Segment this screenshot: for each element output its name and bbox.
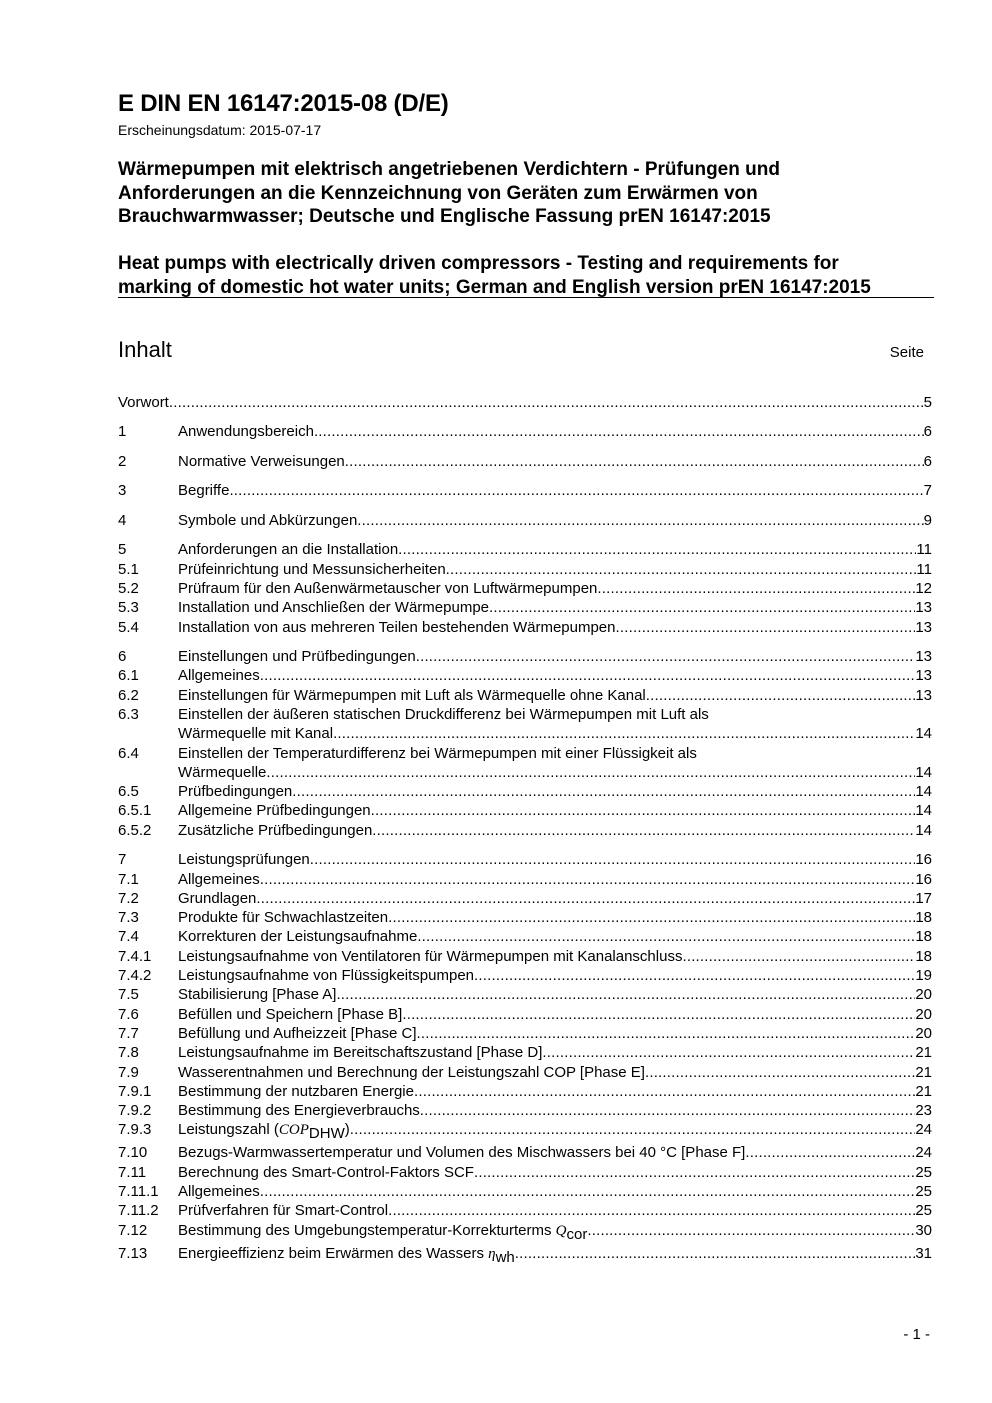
toc-entry-page: 14 [915,821,932,839]
toc-entry-page: 30 [915,1221,932,1239]
toc-entry-title-text: Bestimmung des Umgebungstemperatur-Korrekturterms [178,1221,556,1239]
toc-entry-page: 6 [923,423,932,441]
toc-entry-title: Prüfverfahren für Smart-Control [178,1202,389,1220]
toc-entry-page: 17 [915,889,932,907]
toc-entry-page: 18 [915,947,932,965]
toc-entry-title: Prüfraum für den Außenwärmetauscher von Luftwärmepumpen [178,580,598,598]
toc-entry[interactable] [118,870,932,889]
title-german-line: Wärmepumpen mit elektrisch angetriebenen Verdichtern - Prüfungen und [118,159,780,180]
toc-entry-title: Installation und Anschließen der Wärmepumpe [178,599,490,617]
toc-entry-title: Installation von aus mehreren Teilen bestehenden Wärmepumpen [178,618,616,636]
toc-entry-page: 24 [915,1144,932,1162]
toc-entry-number: 7.3 [118,909,139,927]
toc-entry-page: 13 [915,599,932,617]
toc-entry[interactable] [118,966,932,985]
toc-entry-title-line1: Einstellen der Temperaturdifferenz bei Wärmepumpen mit einer Flüssigkeit als [178,744,697,762]
toc-entry-number: 7.9.1 [118,1082,152,1100]
toc-entry-number: 6.5.1 [118,802,152,820]
toc-entry-number: 7.11.1 [118,1183,159,1200]
toc-entry-page: 21 [915,1044,932,1062]
toc-entry-number: 5 [118,541,127,559]
toc-entry-number: 2 [118,452,127,470]
toc-entry[interactable] [118,393,932,412]
toc-entry-number: 6.5.2 [118,821,152,839]
toc-entry-number: 7.5 [118,986,139,1004]
title-english [118,252,918,299]
toc-entry-number: 6.2 [118,686,139,704]
toc-entry-page: 12 [915,580,932,598]
toc-entry[interactable] [118,1182,932,1201]
toc-entry[interactable] [118,705,932,724]
toc-entry-title: Bezugs-Warmwassertemperatur und Volumen des Mischwassers bei 40 °C [Phase F] [178,1144,746,1162]
toc-entry-page: 9 [923,511,932,529]
toc-entry-page: 11 [916,560,932,578]
toc-entry-page: 18 [915,909,932,927]
toc-entry[interactable] [118,1244,932,1267]
toc-entry[interactable] [118,1101,932,1120]
toc-entry-number: 7.13 [118,1244,148,1262]
toc-entry-title: Wasserentnahmen und Berechnung der Leistungszahl COP [Phase E] [178,1063,645,1081]
toc-entry-page: 20 [915,1005,932,1023]
toc-entry-title: Einstellungen für Wärmepumpen mit Luft als Wärmequelle ohne Kanal [178,686,646,704]
toc-entry-title: Vorwort [118,394,169,411]
toc-entry[interactable] [118,598,932,617]
toc-entry-page: 5 [923,394,932,411]
toc-entry[interactable] [118,985,932,1004]
toc-entry-title: Korrekturen der Leistungsaufnahme [178,928,418,946]
toc-entry-title: Befüllung und Aufheizzeit [Phase C] [178,1024,417,1042]
toc-entry-number: 7.9.3 [118,1121,152,1139]
formula-subscript: cor [566,1225,588,1243]
toc-entry-title-text: Energieeffizienz beim Erwärmen des Wassers [178,1244,489,1262]
toc-entry[interactable] [118,908,932,927]
toc-entry[interactable] [118,744,932,763]
toc-entry-page: 13 [915,648,932,666]
toc-entry-number: 1 [118,423,127,441]
toc-heading: Inhalt [118,337,172,362]
toc-entry[interactable] [118,452,932,471]
toc-page-column-label: Seite [889,344,924,361]
formula-symbol: η [488,1245,496,1262]
toc-entry-page: 20 [915,1024,932,1042]
toc-entry-page: 13 [915,618,932,636]
toc-entry-title [178,1120,350,1143]
toc-entry-title: Leistungsaufnahme von Ventilatoren für Wärmepumpen mit Kanalanschluss [178,947,683,965]
toc-entry-page: 14 [915,725,932,743]
toc-entry-number: 7.2 [118,889,139,907]
toc-entry[interactable] [118,1221,932,1244]
toc-entry-title-line1: Einstellen der äußeren statischen Druckdifferenz bei Wärmepumpen mit Luft als [178,705,709,723]
title-english-line: Heat pumps with electrically driven compressors - Testing and requirements for [118,253,839,274]
toc-entry-number: 6.3 [118,705,139,723]
toc-entry-page: 25 [915,1183,932,1200]
toc-entry-number: 3 [118,482,127,500]
toc-entry[interactable] [118,1082,932,1101]
toc-entry[interactable] [118,927,932,946]
toc-entry-number: 7.12 [118,1221,148,1239]
formula-subscript: wh [495,1248,515,1266]
toc-entry-title: Leistungsaufnahme im Bereitschaftszustand [Phase D] [178,1044,543,1062]
toc-entry-title-text: ) [344,1121,350,1139]
toc-entry-number: 7.4.1 [118,947,152,965]
toc-entry-title: Stabilisierung [Phase A] [178,986,337,1004]
toc-entry[interactable] [118,782,932,801]
toc-entry[interactable] [118,579,932,598]
toc-entry-title [178,1244,515,1267]
toc-entry-title: Symbole und Abkürzungen [178,511,358,529]
toc-entry-title: Begriffe [178,482,230,500]
toc-entry-title: Grundlagen [178,889,257,907]
publication-date: Erscheinungsdatum: 2015-07-17 [118,122,322,138]
page-number: - 1 - [903,1326,930,1343]
toc-entry[interactable] [118,481,932,500]
toc-entry-page: 16 [915,851,932,869]
toc-entry-title: Allgemeines [178,667,260,685]
toc-entry-number: 7.7 [118,1024,139,1042]
toc-entry-number: 7.10 [118,1144,148,1162]
toc-entry-number: 6.1 [118,667,139,685]
toc-entry-title: Einstellungen und Prüfbedingungen [178,648,416,666]
toc-entry-page: 31 [915,1244,932,1262]
toc-entry-title: Zusätzliche Prüfbedingungen [178,821,373,839]
toc-entry-number: 5.2 [118,580,139,598]
toc-entry-number: 7.4.2 [118,967,152,985]
toc-entry-number: 4 [118,511,127,529]
toc-entry-page: 14 [915,763,932,781]
toc-entry[interactable] [118,947,932,966]
toc-entry-title: Wärmequelle mit Kanal [178,725,334,743]
toc-entry-page: 13 [915,667,932,685]
toc-entry-page: 13 [915,686,932,704]
toc-entry-page: 14 [915,783,932,801]
toc-entry-title: Berechnung des Smart-Control-Faktors SCF [178,1163,474,1181]
toc-entry-number: 7.6 [118,1005,139,1023]
toc-entry-number: 5.3 [118,599,139,617]
title-german [118,158,898,229]
toc-entry-title: Anwendungsbereich [178,423,314,441]
toc-entry-title: Prüfeinrichtung und Messunsicherheiten [178,560,446,578]
toc-entry[interactable] [118,821,932,840]
toc-entry-title [178,1221,587,1244]
title-divider [118,297,934,298]
title-german-line: Brauchwarmwasser; Deutsche und Englische Fassung prEN 16147:2015 [118,206,771,227]
toc-entry[interactable] [118,889,932,908]
toc-entry[interactable] [118,618,932,637]
toc-entry-title: Bestimmung des Energieverbrauchs [178,1102,420,1120]
toc-entry[interactable] [118,666,932,685]
toc-entry-page: 6 [923,452,932,470]
toc-entry[interactable] [118,560,932,579]
toc-entry[interactable] [118,647,932,666]
toc-entry-number: 6.5 [118,783,139,801]
formula-subscript: DHW [308,1125,345,1143]
toc-entry-page: 20 [915,986,932,1004]
toc-entry[interactable] [118,422,932,441]
toc-entry-title: Normative Verweisungen [178,452,345,470]
toc-entry[interactable] [118,1063,932,1082]
toc-entry[interactable] [118,1024,932,1043]
toc-entry-title: Leistungsprüfungen [178,851,310,869]
document-id: E DIN EN 16147:2015-08 (D/E) [118,90,449,117]
toc-entry-number: 6 [118,648,127,666]
toc-entry-number: 7 [118,851,127,869]
toc-entry-page: 25 [915,1202,932,1220]
toc-entry[interactable] [118,511,932,530]
toc-entry-title: Allgemeine Prüfbedingungen [178,802,371,820]
toc-entry-number: 7.9 [118,1063,139,1081]
toc-entry-page: 11 [916,541,932,559]
toc-entry-page: 21 [915,1082,932,1100]
toc-entry-title: Befüllen und Speichern [Phase B] [178,1005,403,1023]
toc-entry-continuation[interactable] [118,724,932,743]
toc-entry[interactable] [118,1143,932,1162]
toc-entry[interactable] [118,686,932,705]
toc-entry-title: Prüfbedingungen [178,783,293,801]
toc-entry-title: Wärmequelle [178,763,267,781]
toc-entry-page: 19 [915,967,932,985]
toc-entry-continuation[interactable] [118,763,932,782]
formula-symbol: COP [278,1122,309,1139]
toc-entry[interactable] [118,1201,932,1220]
toc-entry-title: Allgemeines [178,1183,260,1200]
toc-entry[interactable] [118,1163,932,1182]
toc-entry-number: 6.4 [118,744,139,762]
toc-entry-title: Bestimmung der nutzbaren Energie [178,1082,414,1100]
toc-entry-page: 24 [915,1121,932,1139]
table-of-contents [118,393,932,1267]
toc-entry-page: 23 [915,1102,932,1120]
toc-entry-number: 7.1 [118,870,139,888]
toc-entry-page: 16 [915,870,932,888]
toc-entry-page: 14 [915,802,932,820]
toc-entry-title: Allgemeines [178,870,260,888]
toc-entry-page: 7 [923,482,932,500]
toc-entry[interactable] [118,540,932,559]
toc-entry-title-text: Leistungszahl ( [178,1121,279,1139]
toc-entry[interactable] [118,801,932,820]
toc-entry-number: 7.4 [118,928,139,946]
toc-entry-title: Produkte für Schwachlastzeiten [178,909,389,927]
toc-entry-number: 7.11.2 [118,1202,159,1220]
toc-entry-number: 7.8 [118,1044,139,1062]
toc-entry[interactable] [118,850,932,869]
toc-entry-page: 21 [915,1063,932,1081]
toc-entry-number: 7.9.2 [118,1102,152,1120]
toc-entry-number: 5.4 [118,618,139,636]
title-german-line: Anforderungen an die Kennzeichnung von Geräten zum Erwärmen von [118,182,758,204]
formula-symbol: Q [555,1222,567,1239]
toc-entry-page: 18 [915,928,932,946]
toc-entry-title: Leistungsaufnahme von Flüssigkeitspumpen [178,967,475,985]
toc-entry[interactable] [118,1043,932,1062]
toc-entry[interactable] [118,1120,932,1143]
title-english-line: marking of domestic hot water units; German and English version prEN 16147:2015 [118,276,871,298]
toc-entry-title: Anforderungen an die Installation [178,541,399,559]
toc-entry-number: 7.11 [118,1163,147,1181]
toc-entry-number: 5.1 [118,560,139,578]
toc-entry[interactable] [118,1005,932,1024]
toc-entry-page: 25 [915,1163,932,1181]
